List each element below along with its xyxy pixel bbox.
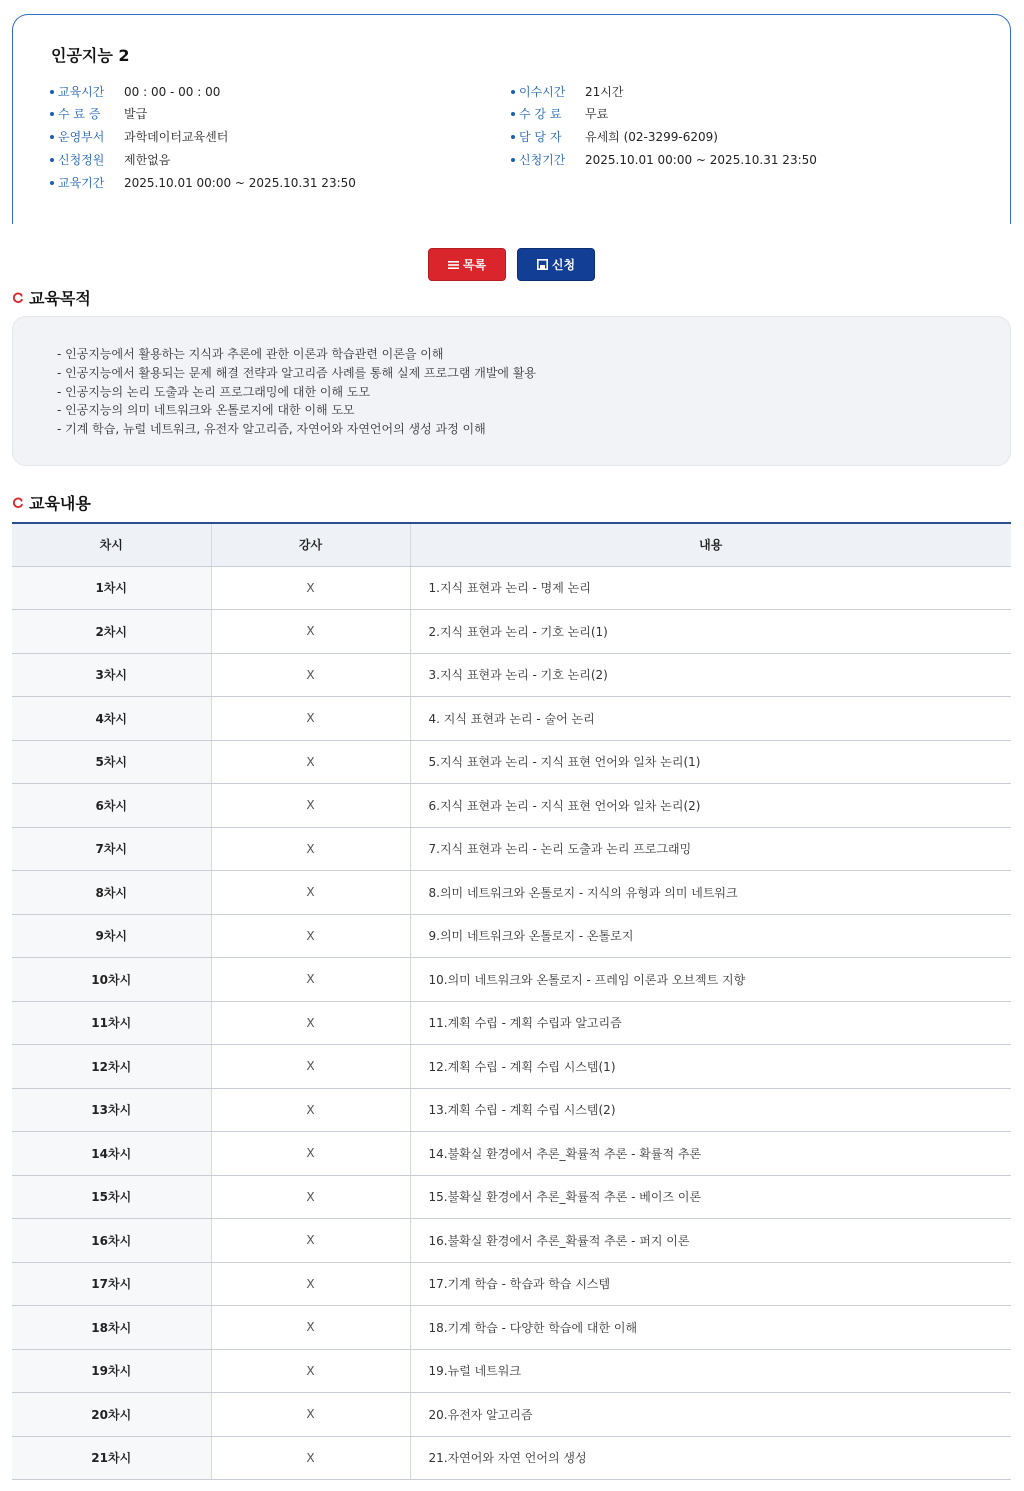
table-row [12,784,1011,828]
instructor-cell: X [211,1306,410,1350]
content-cell: 7.지식 표현과 논리 - 논리 도출과 논리 프로그래밍 [410,827,1011,871]
content-cell: 13.계획 수립 - 계획 수립 시스템(2) [410,1088,1011,1132]
instructor-cell: X [211,566,410,610]
instructor-cell: X [211,610,410,654]
bullet-icon [511,158,515,162]
session-cell: 16차시 [12,1219,211,1263]
bullet-icon [50,90,54,94]
bullet-icon [50,158,54,162]
info-label: 수 강 료 [519,107,562,121]
content-cell: 6.지식 표현과 논리 - 지식 표현 언어와 일차 논리(2) [410,784,1011,828]
objective-list [57,345,1010,439]
content-cell: 19.뉴럴 네트워크 [410,1349,1011,1393]
instructor-cell: X [211,1088,410,1132]
bullet-icon [50,112,54,116]
instructor-cell: X [211,1262,410,1306]
session-cell: 5차시 [12,740,211,784]
instructor-cell: X [211,653,410,697]
table-row [12,653,1011,697]
table-row [12,610,1011,654]
content-cell: 4. 지식 표현과 논리 - 술어 논리 [410,697,1011,741]
session-cell: 4차시 [12,697,211,741]
content-cell: 11.계획 수립 - 계획 수립과 알고리즘 [410,1001,1011,1045]
info-row-capacity [50,151,170,168]
session-cell: 9차시 [12,914,211,958]
content-cell: 14.불확실 환경에서 추론_확률적 추론 - 확률적 추론 [410,1132,1011,1176]
info-value: 00 : 00 - 00 : 00 [124,84,221,99]
objective-title: 교육목적 [29,289,91,308]
content-title: 교육내용 [29,494,91,513]
info-label: 담 당 자 [519,130,562,144]
objective-item: - 인공지능에서 활용하는 지식과 추론에 관한 이론과 학습관련 이론을 이해 [57,347,444,361]
info-row-apply-period [511,151,817,168]
instructor-cell: X [211,1349,410,1393]
info-value: 제한없음 [124,153,171,167]
content-section-title [12,491,91,514]
header-instructor: 강사 [211,523,410,566]
table-row [12,914,1011,958]
content-cell: 9.의미 네트워크와 온톨로지 - 온톨로지 [410,914,1011,958]
instructor-cell: X [211,1219,410,1263]
content-cell: 20.유전자 알고리즘 [410,1393,1011,1437]
instructor-cell: X [211,1393,410,1437]
table-row [12,1306,1011,1350]
session-cell: 12차시 [12,1045,211,1089]
objective-box [12,316,1011,466]
session-cell: 11차시 [12,1001,211,1045]
info-value: 2025.10.01 00:00 ~ 2025.10.31 23:50 [585,152,817,167]
info-value: 무료 [585,107,609,121]
table-row [12,958,1011,1002]
table-row [12,1436,1011,1480]
bullet-icon [511,112,515,116]
info-label: 이수시간 [519,85,566,99]
bullet-icon [511,135,515,139]
session-cell: 7차시 [12,827,211,871]
table-row [12,697,1011,741]
table-row [12,827,1011,871]
table-row [12,1175,1011,1219]
table-row [12,1262,1011,1306]
info-label: 운영부서 [58,130,105,144]
info-value: 21시간 [585,85,624,99]
content-cell: 15.불확실 환경에서 추론_확률적 추론 - 베이즈 이론 [410,1175,1011,1219]
content-cell: 10.의미 네트워크와 온톨로지 - 프레임 이론과 오브젝트 지향 [410,958,1011,1002]
instructor-cell: X [211,1001,410,1045]
info-label: 교육시간 [58,85,105,99]
objective-item: - 인공지능의 의미 네트워크와 온톨로지에 대한 이해 도모 [57,403,355,418]
info-value: 2025.10.01 00:00 ~ 2025.10.31 23:50 [124,175,356,190]
content-cell: 8.의미 네트워크와 온톨로지 - 지식의 유형과 의미 네트워크 [410,871,1011,915]
table-row [12,1001,1011,1045]
session-cell: 17차시 [12,1262,211,1306]
info-row-certificate [50,105,147,122]
info-value: 유세희 (02-3299-6209) [585,130,718,144]
session-cell: 10차시 [12,958,211,1002]
curriculum-table [12,522,1011,1480]
bullet-icon [50,135,54,139]
content-cell: 3.지식 표현과 논리 - 기호 논리(2) [410,653,1011,697]
table-row [12,1132,1011,1176]
info-row-department [50,128,228,145]
session-cell: 18차시 [12,1306,211,1350]
bullet-icon [511,90,515,94]
session-cell: 15차시 [12,1175,211,1219]
table-row [12,871,1011,915]
objective-item: - 기계 학습, 뉴럴 네트워크, 유전자 알고리즘, 자연어와 자연언어의 생성 과정 이해 [57,422,486,437]
refresh-icon [12,497,24,509]
content-cell: 16.불확실 환경에서 추론_확률적 추론 - 퍼지 이론 [410,1219,1011,1263]
content-cell: 5.지식 표현과 논리 - 지식 표현 언어와 일차 논리(1) [410,740,1011,784]
info-label: 교육기간 [58,176,105,190]
instructor-cell: X [211,827,410,871]
refresh-icon [12,292,24,304]
info-value: 과학데이터교육센터 [124,130,229,144]
instructor-cell: X [211,914,410,958]
header-session: 차시 [12,523,211,566]
content-cell: 18.기계 학습 - 다양한 학습에 대한 이해 [410,1306,1011,1350]
objective-section-title [12,286,91,309]
info-row-fee [511,105,608,122]
info-row-completion-hours [511,83,623,100]
instructor-cell: X [211,1436,410,1480]
content-cell: 12.계획 수립 - 계획 수립 시스템(1) [410,1045,1011,1089]
curriculum-table-wrap [12,522,1011,1480]
session-cell: 3차시 [12,653,211,697]
table-row [12,1045,1011,1089]
menu-icon [448,260,459,270]
content-cell: 2.지식 표현과 논리 - 기호 논리(1) [410,610,1011,654]
table-row [12,566,1011,610]
content-cell: 21.자연어와 자연 언어의 생성 [410,1436,1011,1480]
table-row [12,740,1011,784]
instructor-cell: X [211,740,410,784]
course-info-panel [12,14,1011,224]
table-row [12,1393,1011,1437]
bullet-icon [50,181,54,185]
save-icon [537,259,548,270]
objective-item: - 인공지능에서 활용되는 문제 해결 전략과 알고리즘 사례를 통해 실제 프로그램 개발에 활용 [57,365,537,380]
session-cell: 2차시 [12,610,211,654]
info-row-edu-period [50,174,356,191]
apply-button-label: 신청 [551,258,576,272]
instructor-cell: X [211,697,410,741]
instructor-cell: X [211,1132,410,1176]
session-cell: 14차시 [12,1132,211,1176]
info-row-contact [511,128,718,145]
course-title: 인공지능 2 [51,46,130,65]
instructor-cell: X [211,1175,410,1219]
info-label: 신청기간 [519,153,566,167]
info-value: 발급 [124,107,148,121]
header-content: 내용 [410,523,1011,566]
instructor-cell: X [211,784,410,828]
session-cell: 20차시 [12,1393,211,1437]
info-label: 수 료 증 [58,107,101,121]
table-row [12,1349,1011,1393]
instructor-cell: X [211,1045,410,1089]
session-cell: 1차시 [12,566,211,610]
session-cell: 8차시 [12,871,211,915]
instructor-cell: X [211,958,410,1002]
objective-item: - 인공지능의 논리 도출과 논리 프로그래밍에 대한 이해 도모 [57,384,371,399]
list-button-label: 목록 [462,258,487,272]
content-cell: 1.지식 표현과 논리 - 명제 논리 [410,566,1011,610]
info-label: 신청정원 [58,153,105,167]
session-cell: 19차시 [12,1349,211,1393]
table-row [12,1088,1011,1132]
instructor-cell: X [211,871,410,915]
table-header-row [12,523,1011,566]
table-row [12,1219,1011,1263]
session-cell: 21차시 [12,1436,211,1480]
apply-button[interactable] [517,248,595,281]
session-cell: 6차시 [12,784,211,828]
info-row-edu-time [50,83,220,100]
session-cell: 13차시 [12,1088,211,1132]
list-button[interactable] [428,248,506,281]
content-cell: 17.기계 학습 - 학습과 학습 시스템 [410,1262,1011,1306]
